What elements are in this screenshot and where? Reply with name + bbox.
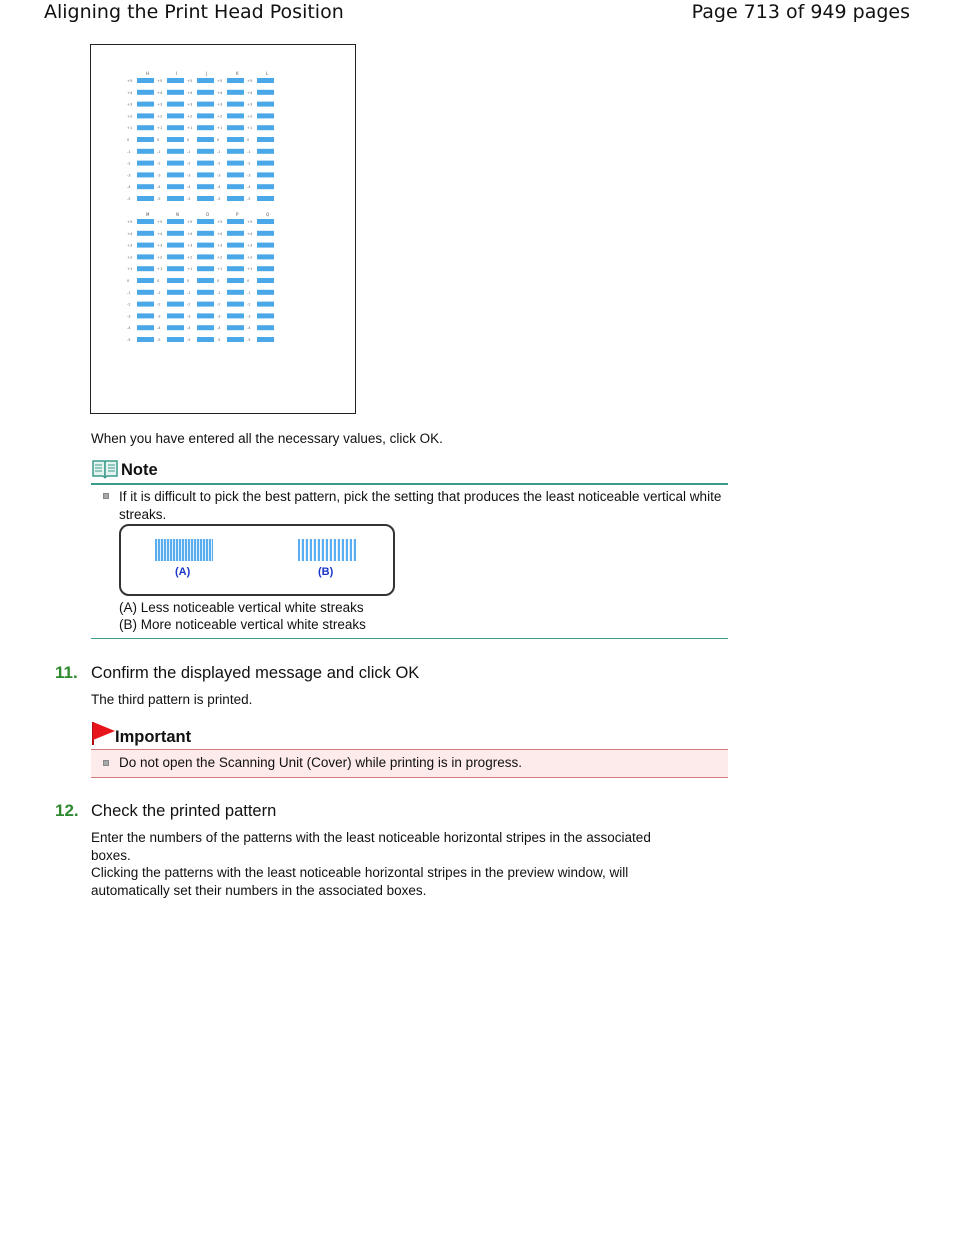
bottom-block-row-value: +2 <box>157 255 163 260</box>
bottom-block-row-value: +1 <box>127 267 133 272</box>
top-block-pattern-bar <box>227 137 244 142</box>
example-a-white-streak <box>175 539 176 561</box>
top-block-column-label: I <box>176 71 178 76</box>
bottom-block-pattern-bar <box>197 219 214 224</box>
top-block-row-value: +5 <box>187 79 193 83</box>
top-block-pattern-bar <box>137 78 154 83</box>
top-block-row-value: -3 <box>217 173 221 178</box>
top-block-pattern-bar <box>167 78 184 83</box>
step-12-body-line-4: automatically set their numbers in the associated boxes. <box>91 883 427 898</box>
bottom-block-pattern-bar <box>167 219 184 224</box>
top-block-pattern-bar <box>227 172 244 177</box>
bottom-block-pattern-bar <box>137 325 154 330</box>
example-a-white-streak <box>208 539 209 561</box>
bottom-block-pattern-bar <box>137 219 154 224</box>
top-block-row-value: +3 <box>127 102 133 107</box>
bottom-block-row-value: -5 <box>187 338 191 342</box>
top-block-row-value: 0 <box>127 138 130 142</box>
top-block-pattern-bar <box>227 149 244 154</box>
bottom-block-row-value: -1 <box>127 290 131 295</box>
top-block-row-value: -1 <box>247 149 251 154</box>
top-block-pattern-bar <box>227 102 244 107</box>
example-b-white-streak <box>332 539 334 561</box>
top-block-row-value: -5 <box>217 197 221 201</box>
top-block-pattern-bar <box>167 172 184 177</box>
bottom-block-pattern-bar <box>227 337 244 342</box>
bottom-block-pattern-bar <box>227 290 244 295</box>
top-block-pattern-bar <box>227 78 244 83</box>
top-block-row-value: -3 <box>187 173 191 178</box>
top-block-pattern-bar <box>257 113 274 118</box>
important-bullet-icon <box>103 760 109 766</box>
top-block-row-value: +2 <box>157 114 163 119</box>
top-block-pattern-bar <box>137 172 154 177</box>
note-bullet-icon <box>103 493 109 499</box>
bottom-block-pattern-bar <box>167 313 184 318</box>
example-a-white-streak <box>181 539 182 561</box>
top-block-row-value: +5 <box>247 79 253 83</box>
top-block-row-value: +1 <box>187 126 193 131</box>
page-number: Page 713 of 949 pages <box>691 1 910 23</box>
top-block-pattern-bar <box>197 102 214 107</box>
bottom-block-row-value: +3 <box>187 243 193 248</box>
top-block-row-value: -2 <box>157 161 161 166</box>
bottom-block-pattern-bar <box>137 231 154 236</box>
top-block-row-value: 0 <box>157 138 160 142</box>
example-b-white-streak <box>328 539 330 561</box>
example-a-white-streak <box>184 539 185 561</box>
top-block-pattern-bar <box>227 125 244 130</box>
bottom-block-row-value: +3 <box>157 243 163 248</box>
example-a-white-streak <box>193 539 194 561</box>
bottom-block-row-value: +2 <box>187 255 193 260</box>
example-a-white-streak <box>211 539 212 561</box>
bottom-block-pattern-bar <box>257 302 274 307</box>
bottom-block-pattern-bar <box>257 219 274 224</box>
top-block-pattern-bar <box>227 161 244 166</box>
top-block-pattern-bar <box>137 113 154 118</box>
bottom-block-row-value: -5 <box>247 338 251 342</box>
bottom-block-row-value: -3 <box>187 314 191 319</box>
bottom-block-row-value: +2 <box>247 255 253 260</box>
top-block-pattern-bar <box>227 184 244 189</box>
top-block-row-value: +3 <box>187 102 193 107</box>
top-block-row-value: +2 <box>247 114 253 119</box>
top-block-pattern-bar <box>137 149 154 154</box>
top-block-pattern-bar <box>197 125 214 130</box>
top-block-row-value: -2 <box>247 161 251 166</box>
bottom-block-pattern-bar <box>227 278 244 283</box>
example-a-white-streak <box>199 539 200 561</box>
bottom-block-row-value: +5 <box>187 220 193 224</box>
bottom-block-pattern-bar <box>227 266 244 271</box>
top-block-pattern-bar <box>197 196 214 201</box>
bottom-block-row-value: +1 <box>217 267 223 272</box>
example-b-patch <box>298 539 356 561</box>
bottom-block-pattern-bar <box>227 302 244 307</box>
example-a-white-streak <box>172 539 173 561</box>
bottom-block-pattern-bar <box>167 325 184 330</box>
top-block-pattern-bar <box>197 184 214 189</box>
instruction-text: When you have entered all the necessary values, click OK. <box>91 431 443 446</box>
bottom-block-pattern-bar <box>227 231 244 236</box>
bottom-block-row-value: -3 <box>157 314 161 319</box>
step-12-body-line-1: Enter the numbers of the patterns with the least noticeable horizontal stripes in the associated <box>91 830 651 845</box>
bottom-block-row-value: +5 <box>157 220 163 224</box>
bottom-block-pattern-bar <box>257 243 274 248</box>
bottom-block-pattern-bar <box>257 290 274 295</box>
bottom-block-pattern-bar <box>137 266 154 271</box>
bottom-block-row-value: -2 <box>187 302 191 307</box>
top-block-pattern-bar <box>197 172 214 177</box>
bottom-block-column-label: P <box>236 212 239 217</box>
important-body <box>91 750 728 778</box>
step-12-body-line-3: Clicking the patterns with the least noticeable horizontal stripes in the preview window, will <box>91 865 629 880</box>
top-block-row-value: -4 <box>157 185 161 190</box>
top-block-pattern-bar <box>257 184 274 189</box>
bottom-block-row-value: +4 <box>217 231 223 236</box>
top-block-row-value: -2 <box>187 161 191 166</box>
bottom-block-pattern-bar <box>257 231 274 236</box>
bottom-block-pattern-bar <box>167 243 184 248</box>
bottom-block-row-value: -2 <box>157 302 161 307</box>
top-block-row-value: +2 <box>127 114 133 119</box>
bottom-block-row-value: +4 <box>127 231 133 236</box>
top-block-pattern-bar <box>137 125 154 130</box>
bottom-block-pattern-bar <box>257 278 274 283</box>
top-block-row-value: -4 <box>247 185 251 190</box>
bottom-block-row-value: -1 <box>187 290 191 295</box>
note-text: If it is difficult to pick the best pattern, pick the setting that produces the least noticeable vertical white streaks. <box>119 489 722 522</box>
top-block-row-value: -5 <box>247 197 251 201</box>
bottom-block-row-value: -4 <box>187 326 191 331</box>
example-b-white-streak <box>320 539 322 561</box>
bottom-block-row-value: +5 <box>247 220 253 224</box>
top-block-row-value: -2 <box>127 161 131 166</box>
bottom-block-pattern-bar <box>167 266 184 271</box>
top-block-pattern-bar <box>197 90 214 95</box>
top-block-row-value: -1 <box>127 149 131 154</box>
streak-example-box <box>119 524 395 596</box>
bottom-block-pattern-bar <box>227 219 244 224</box>
top-block-pattern-bar <box>197 113 214 118</box>
top-block-row-value: +5 <box>217 79 223 83</box>
pattern-sheet-graphic <box>91 45 355 413</box>
top-block-row-value: -1 <box>157 149 161 154</box>
top-block-pattern-bar <box>167 137 184 142</box>
example-b-tag: (B) <box>318 566 334 578</box>
bottom-block-row-value: -3 <box>127 314 131 319</box>
example-b-white-streak <box>304 539 306 561</box>
important-header <box>91 720 728 750</box>
example-a-white-streak <box>190 539 191 561</box>
example-a-white-streak <box>166 539 167 561</box>
caption-b: (B) More noticeable vertical white streaks <box>119 617 366 632</box>
example-a-white-streak <box>160 539 161 561</box>
bottom-block-row-value: +1 <box>247 267 253 272</box>
top-block-pattern-bar <box>167 149 184 154</box>
bottom-block-pattern-bar <box>137 290 154 295</box>
top-block-row-value: -5 <box>187 197 191 201</box>
top-block-column-label: J <box>206 71 208 76</box>
bottom-block-row-value: -2 <box>247 302 251 307</box>
bottom-block-row-value: +2 <box>217 255 223 260</box>
note-label: Note <box>121 461 158 479</box>
bottom-block-row-value: -4 <box>217 326 221 331</box>
bottom-block-pattern-bar <box>227 313 244 318</box>
bottom-block-row-value: -1 <box>217 290 221 295</box>
top-block-pattern-bar <box>137 161 154 166</box>
bottom-block-row-value: +4 <box>187 231 193 236</box>
bottom-block-row-value: -1 <box>247 290 251 295</box>
example-a-white-streak <box>178 539 179 561</box>
bottom-block-row-value: +1 <box>187 267 193 272</box>
bottom-block-pattern-bar <box>257 313 274 318</box>
top-block-pattern-bar <box>167 196 184 201</box>
top-block-pattern-bar <box>197 161 214 166</box>
top-block-pattern-bar <box>227 196 244 201</box>
top-block-column-label: K <box>236 71 239 76</box>
top-block-pattern-bar <box>257 161 274 166</box>
bottom-block-pattern-bar <box>197 243 214 248</box>
top-block-pattern-bar <box>257 172 274 177</box>
bottom-block-column-label: Q <box>266 212 270 217</box>
top-block-pattern-bar <box>137 102 154 107</box>
red-flag-icon <box>91 720 117 746</box>
top-block-pattern-bar <box>257 149 274 154</box>
top-block-row-value: +5 <box>157 79 163 83</box>
top-block-pattern-bar <box>137 196 154 201</box>
top-block-pattern-bar <box>167 161 184 166</box>
bottom-block-pattern-bar <box>227 325 244 330</box>
printed-pattern-sheet <box>90 44 356 414</box>
note-header <box>91 458 728 485</box>
step-12-body-line-2: boxes. <box>91 848 131 863</box>
example-a-white-streak <box>202 539 203 561</box>
streak-example-graphic <box>121 526 393 594</box>
caption-a: (A) Less noticeable vertical white streaks <box>119 600 364 615</box>
bottom-block-row-value: 0 <box>187 279 190 283</box>
example-a-white-streak <box>169 539 170 561</box>
top-block-row-value: +5 <box>127 79 133 83</box>
bottom-block-row-value: -3 <box>217 314 221 319</box>
bottom-block-row-value: -2 <box>217 302 221 307</box>
bottom-block-pattern-bar <box>257 325 274 330</box>
example-b-white-streak <box>348 539 350 561</box>
bottom-block-pattern-bar <box>197 313 214 318</box>
bottom-block-row-value: 0 <box>217 279 220 283</box>
top-block-row-value: +4 <box>157 90 163 95</box>
example-b-white-streak <box>352 539 354 561</box>
bottom-block-row-value: +2 <box>127 255 133 260</box>
bottom-block-row-value: 0 <box>127 279 130 283</box>
page-header <box>0 0 954 24</box>
bottom-block-pattern-bar <box>227 243 244 248</box>
bottom-block-row-value: +4 <box>157 231 163 236</box>
example-b-white-streak <box>312 539 314 561</box>
important-text: Do not open the Scanning Unit (Cover) while printing is in progress. <box>119 755 522 770</box>
bottom-block-row-value: +1 <box>157 267 163 272</box>
bottom-block-pattern-bar <box>197 231 214 236</box>
bottom-block-row-value: -5 <box>127 338 131 342</box>
bottom-block-row-value: +3 <box>217 243 223 248</box>
bottom-block-column-label: O <box>206 212 210 217</box>
top-block-pattern-bar <box>257 102 274 107</box>
top-block-row-value: -5 <box>157 197 161 201</box>
top-block-pattern-bar <box>197 78 214 83</box>
bottom-block-row-value: +3 <box>127 243 133 248</box>
example-a-white-streak <box>187 539 188 561</box>
bottom-block-pattern-bar <box>137 337 154 342</box>
bottom-block-row-value: +4 <box>247 231 253 236</box>
top-block-row-value: +4 <box>127 90 133 95</box>
bottom-block-pattern-bar <box>197 325 214 330</box>
top-block-row-value: +1 <box>217 126 223 131</box>
bottom-block-pattern-bar <box>197 290 214 295</box>
book-icon <box>91 458 119 480</box>
top-block-pattern-bar <box>167 90 184 95</box>
example-b-white-streak <box>340 539 342 561</box>
bottom-block-row-value: -1 <box>157 290 161 295</box>
top-block-row-value: +1 <box>247 126 253 131</box>
top-block-row-value: -4 <box>187 185 191 190</box>
bottom-block-pattern-bar <box>137 243 154 248</box>
bottom-block-pattern-bar <box>137 278 154 283</box>
example-b-white-streak <box>344 539 346 561</box>
top-block-pattern-bar <box>137 184 154 189</box>
bottom-block-row-value: -2 <box>127 302 131 307</box>
top-block-row-value: +4 <box>217 90 223 95</box>
bottom-block-row-value: +5 <box>217 220 223 224</box>
top-block-row-value: -4 <box>127 185 131 190</box>
top-block-pattern-bar <box>137 137 154 142</box>
example-b-white-streak <box>308 539 310 561</box>
example-a-white-streak <box>163 539 164 561</box>
bottom-block-row-value: -5 <box>157 338 161 342</box>
top-block-row-value: 0 <box>187 138 190 142</box>
top-block-pattern-bar <box>167 102 184 107</box>
example-b-white-streak <box>300 539 302 561</box>
top-block-row-value: -1 <box>217 149 221 154</box>
bottom-block-pattern-bar <box>167 290 184 295</box>
top-block-pattern-bar <box>167 184 184 189</box>
note-divider <box>91 638 728 639</box>
bottom-block-pattern-bar <box>167 337 184 342</box>
example-b-white-streak <box>336 539 338 561</box>
bottom-block-row-value: -4 <box>127 326 131 331</box>
bottom-block-row-value: -4 <box>157 326 161 331</box>
top-block-row-value: +1 <box>157 126 163 131</box>
top-block-pattern-bar <box>137 90 154 95</box>
bottom-block-pattern-bar <box>137 254 154 259</box>
top-block-column-label: H <box>146 71 150 76</box>
bottom-block-row-value: -4 <box>247 326 251 331</box>
bottom-block-pattern-bar <box>257 266 274 271</box>
top-block-row-value: -3 <box>127 173 131 178</box>
bottom-block-row-value: -5 <box>217 338 221 342</box>
example-b-white-streak <box>324 539 326 561</box>
top-block-row-value: -4 <box>217 185 221 190</box>
top-block-row-value: +4 <box>247 90 253 95</box>
top-block-pattern-bar <box>197 137 214 142</box>
bottom-block-row-value: +3 <box>247 243 253 248</box>
page-title: Aligning the Print Head Position <box>44 1 344 23</box>
example-a-white-streak <box>205 539 206 561</box>
top-block-pattern-bar <box>257 137 274 142</box>
top-block-row-value: -1 <box>187 149 191 154</box>
bottom-block-column-label: N <box>176 212 179 217</box>
bottom-block-pattern-bar <box>167 278 184 283</box>
top-block-pattern-bar <box>227 113 244 118</box>
bottom-block-row-value: 0 <box>157 279 160 283</box>
top-block-row-value: +3 <box>217 102 223 107</box>
bottom-block-pattern-bar <box>197 337 214 342</box>
bottom-block-pattern-bar <box>257 254 274 259</box>
top-block-row-value: +4 <box>187 90 193 95</box>
bottom-block-pattern-bar <box>197 302 214 307</box>
bottom-block-row-value: 0 <box>247 279 250 283</box>
top-block-pattern-bar <box>167 113 184 118</box>
bottom-block-pattern-bar <box>167 231 184 236</box>
top-block-row-value: +3 <box>247 102 253 107</box>
bottom-block-pattern-bar <box>197 266 214 271</box>
important-label: Important <box>115 728 192 746</box>
bottom-block-pattern-bar <box>167 254 184 259</box>
top-block-row-value: 0 <box>247 138 250 142</box>
top-block-pattern-bar <box>167 125 184 130</box>
example-a-tag: (A) <box>175 566 191 578</box>
top-block-row-value: +2 <box>187 114 193 119</box>
bottom-block-pattern-bar <box>197 278 214 283</box>
bottom-block-column-label: M <box>146 212 150 217</box>
top-block-pattern-bar <box>257 196 274 201</box>
example-a-white-streak <box>157 539 158 561</box>
bottom-block-pattern-bar <box>197 254 214 259</box>
top-block-pattern-bar <box>257 90 274 95</box>
top-block-row-value: +1 <box>127 126 133 131</box>
top-block-column-label: L <box>266 71 269 76</box>
bottom-block-pattern-bar <box>257 337 274 342</box>
top-block-row-value: +3 <box>157 102 163 107</box>
top-block-pattern-bar <box>257 78 274 83</box>
bottom-block-row-value: -3 <box>247 314 251 319</box>
bottom-block-pattern-bar <box>137 313 154 318</box>
top-block-row-value: -2 <box>217 161 221 166</box>
top-block-row-value: -5 <box>127 197 131 201</box>
example-b-white-streak <box>316 539 318 561</box>
top-block-row-value: 0 <box>217 138 220 142</box>
top-block-row-value: +2 <box>217 114 223 119</box>
step-11-body: The third pattern is printed. <box>91 692 253 707</box>
top-block-pattern-bar <box>227 90 244 95</box>
step-12-number: 12. <box>55 801 79 820</box>
step-11-title: Confirm the displayed message and click OK <box>91 664 420 682</box>
bottom-block-pattern-bar <box>167 302 184 307</box>
top-block-pattern-bar <box>197 149 214 154</box>
bottom-block-pattern-bar <box>227 254 244 259</box>
top-block-row-value: -3 <box>247 173 251 178</box>
example-a-white-streak <box>196 539 197 561</box>
bottom-block-pattern-bar <box>137 302 154 307</box>
step-11-number: 11. <box>55 663 78 682</box>
step-12-title: Check the printed pattern <box>91 802 277 820</box>
bottom-block-row-value: +5 <box>127 220 133 224</box>
top-block-row-value: -3 <box>157 173 161 178</box>
top-block-pattern-bar <box>257 125 274 130</box>
